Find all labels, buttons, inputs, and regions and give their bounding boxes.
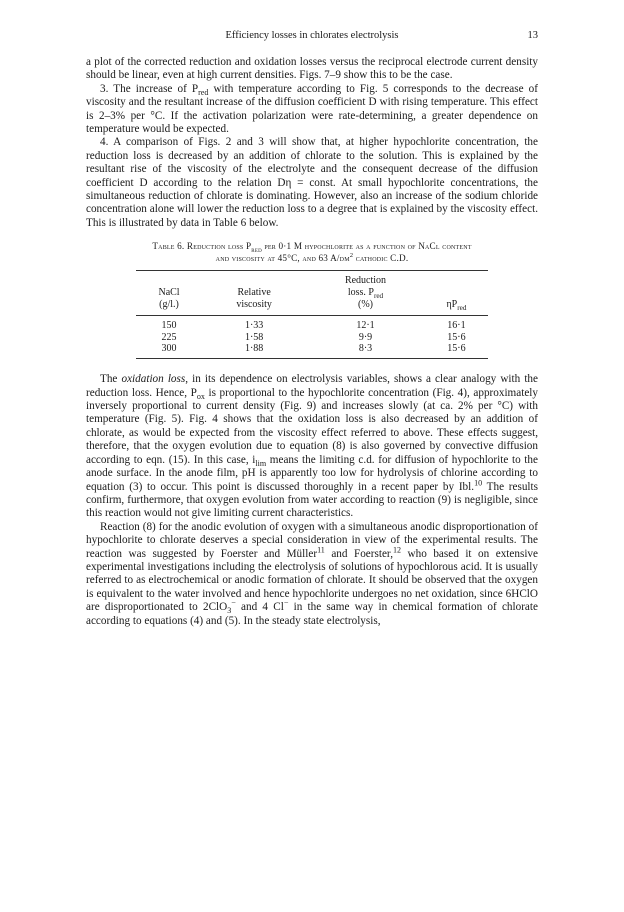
cell-viscosity: 1·33 [244,319,264,331]
page-header [86,30,538,46]
paragraph-2: 3. The increase of $P_{red}$ with temperature according to Fig. 5 corresponds to the decrease of viscosity and the resultant increase of the diffusion coefficient D with rising temperature. This effect is 2–3% per °C. If the activation polarization were rate-determining, a greater dependence on temperature would be expected. [86,82,538,136]
cell-reduction: 12·1 [356,319,375,331]
header-reduction-2: loss. $P_{red}$ [347,287,384,301]
running-title: Efficiency losses in chlorates electrolysis [225,30,399,41]
cell-eta-p: 15·6 [425,343,488,358]
header-eta-spacer-2 [425,287,488,299]
page-number: 13 [527,30,538,41]
header-nacl-spacer [136,271,202,287]
cell-reduction: 9·9 [358,331,373,343]
cell-viscosity: 1·88 [202,343,306,358]
paragraph-3: 4. A comparison of Figs. 2 and 3 will show that, at higher hypochlorite concentration, the reduction loss is decreased by an addition of chlorate to the solution. This is explained by the resultant rise of the viscosity of the electrolyte and the consequent decrease of the diffusion coefficient D according to the relation Dη = const. At small hypochlorite concentrations, the simultaneous reduction of chlorate is dominating. However, also an increase of the sodium chloride concentration alone will lower the reduction loss to a degree that is explained by the viscosity effect. This is illustrated by data in Table 6 below. [86,136,538,229]
header-viscosity-spacer [202,271,306,287]
paragraph-4: The oxidation loss, in its dependence on electrolysis variables, shows a clear analogy with the reduction loss. Hence, $P_{ox}$ is proportional to the hypochlorite concentration (Fig. 4), approximately inversely proportional to current density (Fig. 9) and increases slowly (at ca. 2% per °C) with temperature (Fig. 5). Fig. 4 shows that the oxidation loss is also decreased by an addition of chlorate, as would be expected from the viscosity effect referred to above. These effects suggest, therefore, that the oxygen evolution due to equation (8) is also governed by convective diffusion according to eqn. (15). In this case, $i_{lim}$ means the limiting c.d. for diffusion of hypochlorite to the anode surface. In the anode film, pH is apparently too low for hydrolysis of chlorine according to equation (3) to occur. This point is discussed thoroughly in a recent paper by Ibl.$^{10}$ The results confirm, furthermore, that oxygen evolution from water according to reaction (9) is negligible, since this reaction would not give limiting current characteristics. [86,373,538,520]
header-eta-spacer [425,271,488,287]
header-eta-p: $\eta P_{red}$ [425,299,488,315]
header-reduction-1: Reduction [306,271,425,287]
paragraph-1: a plot of the corrected reduction and oxidation losses versus the reciprocal electrode current density should be linear, even at high current densities. Figs. 7–9 show this to be the case. [86,56,538,82]
table-6 [86,241,538,359]
cell-reduction: 8·3 [306,343,425,358]
cell-nacl: 225 [161,331,177,343]
body-text [86,56,538,628]
table-caption: Table 6. Reduction loss $P_{red}$ per 0·1 M hypochlorite as a function of NaCl content and viscosity at 45°C, and 63 $A/dm^2$ cathodic C.D. [152,241,472,263]
cell-eta-p: 15·6 [447,331,466,343]
table-row [136,315,488,331]
cell-eta-p: 16·1 [447,319,466,331]
header-nacl-1: NaCl [158,287,180,299]
data-table [136,270,488,359]
cell-nacl: 300 [136,343,202,358]
table-row [136,343,488,358]
header-viscosity-2: viscosity [202,299,306,315]
header-reduction-3: (%) [306,299,425,315]
header-viscosity-1: Relative [237,287,271,299]
cell-nacl: 150 [161,319,177,331]
paragraph-5: Reaction (8) for the anodic evolution of oxygen with a simultaneous anodic disproportionation of hypochlorite to chlorate deserves a special consideration in view of the experimental results. The reaction was suggested by Foerster and Müller$^{11}$ and Foerster,$^{12}$ who based it on extensive experimental investigations including the electrolysis of solutions of hypochlorous acid. It is usually referred to as electrochemical or anodic formation of chlorate. It should be observed that the oxygen is equivalent to the water involved and hence hypochlorite undergoes no net oxidation, since 6HClO are disproportionated to 2ClO$_3$− and 4 Cl− in the same way in chemical formation of chlorate according to equations (4) and (5). In the steady state electrolysis, [86,520,538,627]
header-nacl-2: (g/l.) [136,299,202,315]
cell-viscosity: 1·58 [244,331,264,343]
table-row [136,332,488,344]
